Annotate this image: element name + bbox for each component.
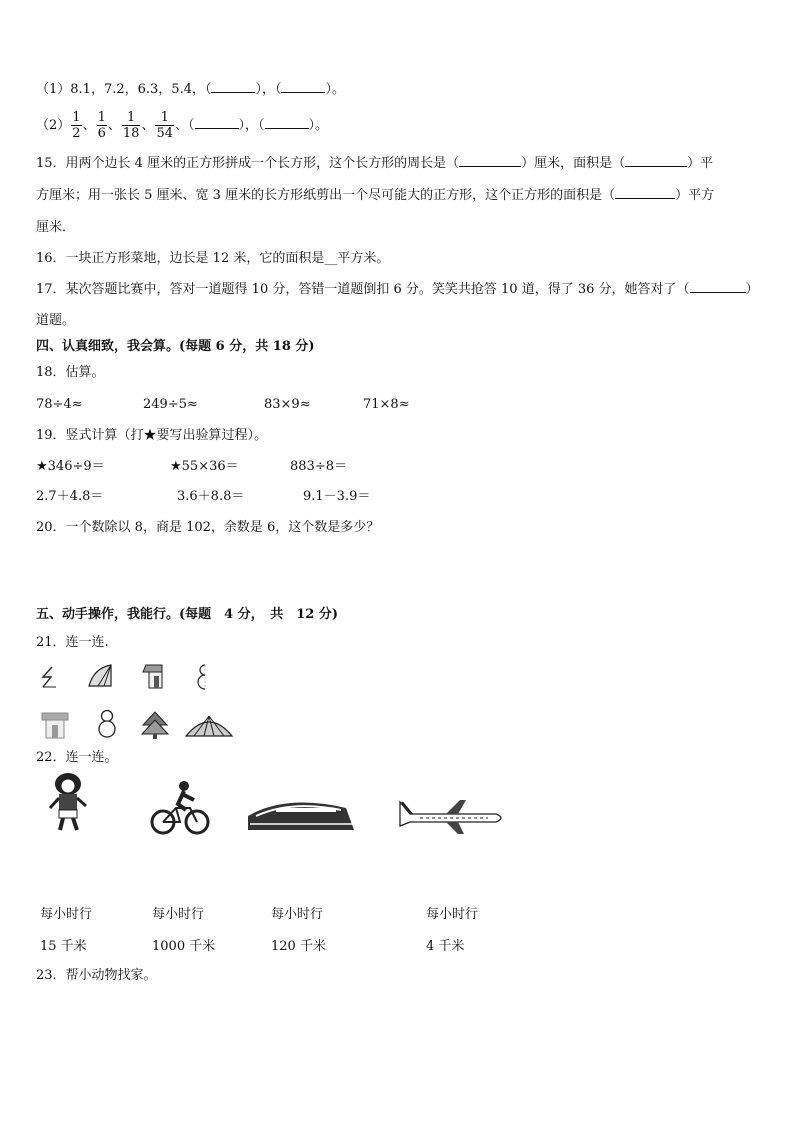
q14-line2: （2） $\frac{1}{2}$ 、 $\frac{1}{6}$ 、 $\frac{1}{18}$ 、 $\frac{1}{54}$ 、（ ），（ ）。: [36, 110, 329, 141]
snowman-icon[interactable]: [96, 708, 118, 740]
train-icon[interactable]: [246, 790, 356, 836]
answer-blank[interactable]: [625, 154, 687, 167]
answer-blank[interactable]: [615, 186, 675, 199]
answer-blank[interactable]: [265, 116, 309, 129]
answer-blank[interactable]: [211, 80, 255, 93]
q14-line1: （1）8.1，7.2，6.3，5.4，（ ），（ ）。: [36, 82, 345, 97]
q15-line3: 厘米．: [36, 220, 76, 235]
answer-blank[interactable]: [195, 116, 239, 129]
speed-label: 每小时行: [271, 907, 324, 922]
walking-girl-icon[interactable]: [44, 772, 94, 834]
estimate-item: 83×9≈: [264, 397, 311, 412]
q16: 16．一块正方形菜地，边长是 12 米，它的面积是__平方米。: [36, 251, 390, 266]
speed-label: 每小时行: [426, 907, 479, 922]
speed-value: 4 千米: [426, 939, 465, 954]
answer-blank[interactable]: [459, 154, 521, 167]
airplane-icon[interactable]: [396, 796, 508, 836]
section-5-heading: 五、动手操作，我能行。(每题 4 分， 共 12 分): [36, 607, 338, 622]
q21-title: 21．连一连.: [36, 635, 109, 650]
estimate-item: 249÷5≈: [143, 397, 198, 412]
answer-blank[interactable]: [690, 280, 746, 293]
speed-value: 15 千米: [40, 939, 87, 954]
q15-line1: 15．用两个边长 4 厘米的正方形拼成一个长方形，这个长方形的周长是（ ）厘米，面积是（ ）平: [36, 156, 714, 171]
q17-line2: 道题。: [36, 313, 76, 328]
speed-value: 1000 千米: [152, 939, 216, 954]
tree-icon[interactable]: [140, 710, 170, 740]
section-4-heading: 四、认真细致，我会算。(每题 6 分，共 18 分): [36, 339, 315, 354]
estimate-item: 78÷4≈: [36, 397, 83, 412]
answer-blank[interactable]: [281, 80, 325, 93]
estimate-item: 71×8≈: [363, 397, 410, 412]
speed-label: 每小时行: [40, 907, 93, 922]
q19-title: 19．竖式计算（打★要写出验算过程）。: [36, 428, 268, 443]
speed-value: 120 千米: [271, 939, 326, 954]
fraction: $\frac{1}{18}$: [122, 110, 140, 141]
q22-title: 22．连一连。: [36, 750, 118, 765]
q17-line1: 17．某次答题比赛中，答对一道题得 10 分，答错一道题倒扣 6 分。笑笑共抢答 10 道，得了 36 分，她答对了（ ）: [36, 282, 759, 297]
half-snowman-icon[interactable]: [194, 662, 212, 692]
fraction: $\frac{1}{2}$: [72, 110, 81, 141]
fraction: $\frac{1}{6}$: [97, 110, 106, 141]
umbrella-icon[interactable]: [184, 712, 234, 740]
calc-item: 883÷8＝: [290, 459, 347, 474]
fraction: $\frac{1}{54}$: [156, 110, 173, 141]
calc-item: ★346÷9＝: [36, 459, 105, 474]
calc-item: ★55×36＝: [170, 459, 239, 474]
half-lightning-icon[interactable]: [38, 664, 60, 690]
q20: 20．一个数除以 8，商是 102，余数是 6，这个数是多少？: [36, 520, 380, 535]
calc-item: 3.6＋8.8＝: [177, 489, 245, 504]
q18-title: 18．估算。: [36, 365, 105, 380]
calc-item: 2.7＋4.8＝: [36, 489, 104, 504]
cyclist-icon[interactable]: [150, 778, 210, 838]
half-umbrella-icon[interactable]: [86, 662, 114, 690]
calc-item: 9.1－3.9＝: [303, 489, 371, 504]
q23: 23．帮小动物找家。: [36, 968, 157, 983]
q15-line2: 方厘米；用一张长 5 厘米、宽 3 厘米的长方形纸剪出一个尽可能大的正方形，这个正方形的面积是（ ）平方: [36, 188, 715, 203]
speed-label: 每小时行: [152, 907, 205, 922]
half-house-icon[interactable]: [142, 662, 164, 690]
house-icon[interactable]: [40, 710, 70, 740]
